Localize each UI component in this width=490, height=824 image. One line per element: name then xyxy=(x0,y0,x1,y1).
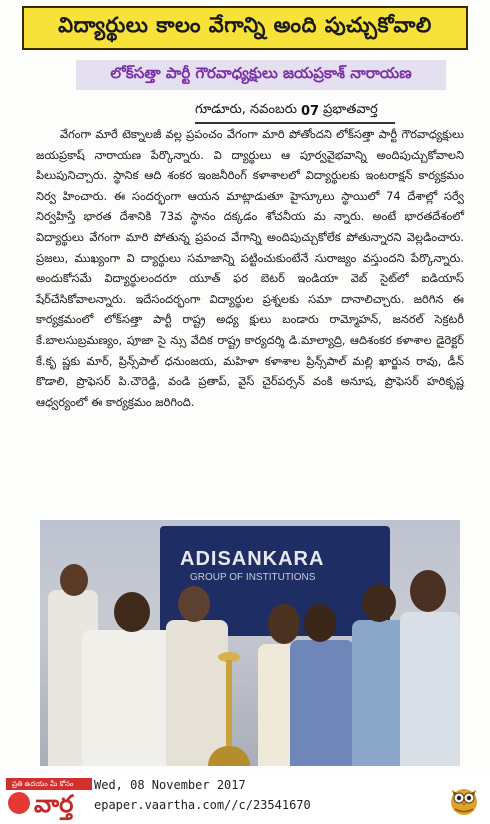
person-head xyxy=(114,592,150,632)
article-body: వేగంగా మారే టెక్నాలజీ వల్ల ప్రపంచం వేగంగా మారి పోతోందని లోక్‌సత్తా పార్టీ గౌరవాధ్యక్షులు జయప్రకాష్ నారాయణ పేర్కొన్నారు. వి ద్యార్థులు ఆ పూర్వవైభవాన్ని అందిపుచ్చుకోవాలని పిలుపునిచ్చారు. స్థానిక ఆది శంకర ఇంజనీరింగ్ కళాశాలలో విద్యార్థులకు ఇంటరాక్షన్ కార్యక్రమం నిర్వ హించారు. ఈ సందర్భంగా ఆయన మాట్లాడుతూ హైస్కూలు స్థాయిలో 74 దేశాల్లో సర్వే నిర్వహిస్తే భారత దేశానికి 73వ స్థానం దక్కడం శోచనీయ మ న్నారు. అంటే భారతదేశంలో విద్యార్థులు వేగంగా మారి పోతున్న ప్రపంచ వేగాన్ని అందిపుచ్చుకోలేక పోతున్నారని వెల్లడించారు. ప్రజలు, ముఖ్యంగా వి ద్యార్థులు సమాజాన్ని పట్టించుకుంటేనే సురాజ్యం వస్తుందని పేర్కొన్నారు. అందుకోసమే విద్యార్థులందరూ యూత్ ఫర బెటర్ ఇండియా వెబ్ సైట్‌లో ఐడియాస్ షేర్‌చేసికోవాలన్నారు. ఇదేసందర్భంగా విద్యార్థుల ప్రశ్నలకు సమా దానాలిచ్చారు. జరిగిన ఈ కార్యక్రమంలో లోక్‌సత్తా పార్టీ రాష్ట్ర అధ్య క్షులు బండారు రామ్మోహన్, జనరల్ సెక్రటరీ కే.బాలసుబ్రమణ్యం, పూజా సై న్సు వేదిక రాష్ట్ర కార్యదర్శి డి.మాల్యాద్రి, ఆదిశంకర కళాశాల డైరెక్టర్ కే.కృ ష్ణకు మార్, ప్రిన్స్‌పాల్ ధనుంజయ, మహిళా కళాశాల ప్రిన్స్‌పాల్ మల్లి ఖార్జున రావు, డీన్ కొడాలి, ప్రొఫెసర్ పి.చౌరెడ్డి, వండి ప్రతాప్, వైస్ చైర్‌పర్సన్ వంకి అనూష, ప్రొఫెసర్ హరికృష్ణ ఆధ్వర్యంలో ఈ కార్యక్రమం జరిగింది. xyxy=(36,127,464,409)
banner-subtext: GROUP OF INSTITUTIONS xyxy=(190,572,316,583)
person-head xyxy=(178,586,210,622)
dateline-place: గూడూరు, నవంబరు xyxy=(195,102,297,117)
footer-url[interactable]: epaper.vaartha.com//c/23541670 xyxy=(94,798,311,812)
person-head xyxy=(304,604,336,642)
headline-text: విద్యార్థులు కాలం వేగాన్ని అంది పుచ్చుకోవాలి xyxy=(58,13,432,37)
banner-text: ADISANKARA xyxy=(180,548,325,570)
dateline-day: 07 xyxy=(300,103,320,119)
subheadline xyxy=(76,60,446,90)
footer-date: Wed, 08 November 2017 xyxy=(94,778,246,792)
owl-icon xyxy=(448,782,480,816)
event-photo xyxy=(40,520,460,766)
person-head xyxy=(60,564,88,596)
person-figure xyxy=(400,612,460,766)
person-figure xyxy=(290,640,354,766)
person-head xyxy=(362,584,396,622)
logo-emblem-icon xyxy=(8,792,30,814)
logo-tagline: ప్రతి ఉదయం మీ కోసం xyxy=(6,778,92,790)
logo-brand: వార్త xyxy=(34,790,74,818)
person-head xyxy=(268,604,300,644)
person-head xyxy=(410,570,446,612)
person-figure xyxy=(166,620,228,766)
dateline xyxy=(195,100,395,122)
subheadline-text: లోక్‌సత్తా పార్టీ గౌరవాధ్యక్షులు జయప్రకాశ్ నారాయణ xyxy=(110,64,412,82)
dateline-source: ప్రభాతవార్త xyxy=(323,102,378,117)
vaartha-logo[interactable] xyxy=(6,778,92,818)
headline xyxy=(22,6,468,50)
